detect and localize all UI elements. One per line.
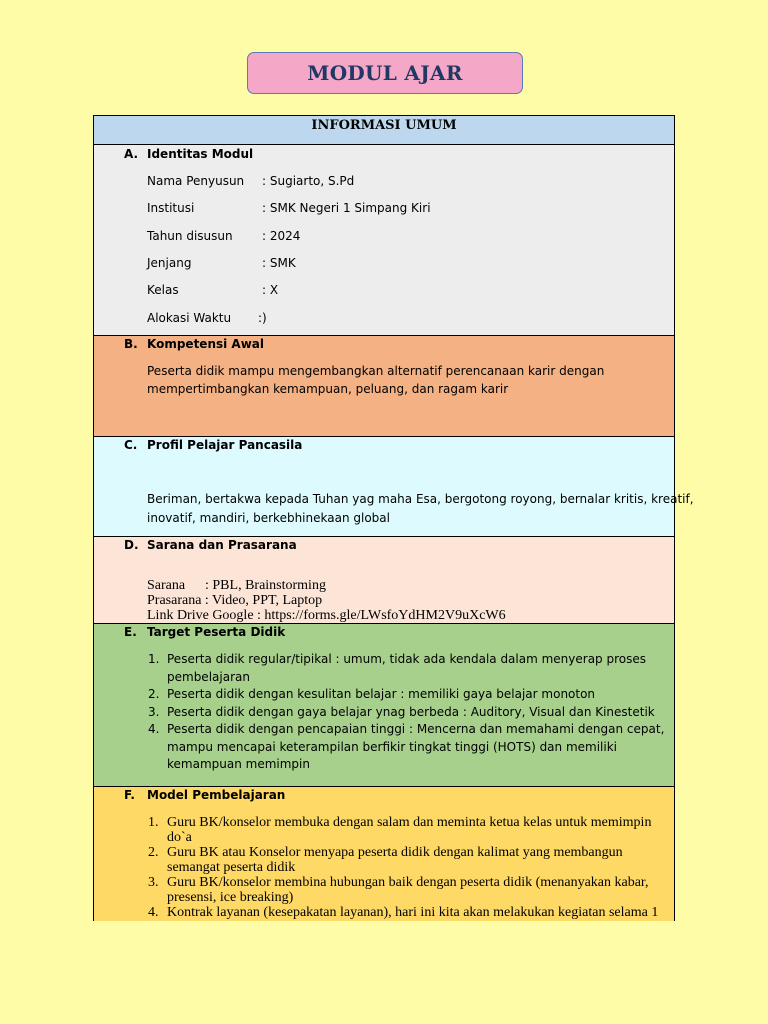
section-title: Profil Pelajar Pancasila bbox=[147, 438, 303, 452]
paragraph-line: Beriman, bertakwa kepada Tuhan yag maha Esa, bergotong royong, bernalar kritis, kreatif, bbox=[147, 492, 694, 506]
section-letter: F. bbox=[124, 788, 135, 802]
line-prasarana: Prasarana : Video, PPT, Laptop bbox=[147, 593, 323, 608]
item-number: 4. bbox=[148, 905, 159, 920]
section-identitas-modul bbox=[94, 145, 674, 336]
section-title: Kompetensi Awal bbox=[147, 337, 264, 351]
value-jenjang: : SMK bbox=[262, 256, 296, 270]
item-number: 3. bbox=[148, 875, 159, 890]
section-title: Sarana dan Prasarana bbox=[147, 538, 297, 552]
label-sarana: Sarana bbox=[147, 578, 186, 593]
module-title: MODUL AJAR bbox=[247, 52, 523, 94]
target-list bbox=[148, 651, 666, 774]
item-number: 4. bbox=[148, 722, 160, 736]
label-tahun-disusun: Tahun disusun bbox=[147, 229, 233, 243]
paragraph-line: mempertimbangkan kemampuan, peluang, dan ragam karir bbox=[147, 382, 509, 396]
section-target-peserta-didik bbox=[94, 624, 674, 787]
section-letter: B. bbox=[124, 337, 138, 351]
list-item bbox=[148, 686, 666, 704]
item-line: Peserta didik dengan pencapaian tinggi : Mencerna dan memahami dengan cepat, bbox=[167, 722, 665, 736]
item-line: do`a bbox=[167, 830, 192, 845]
label-institusi: Institusi bbox=[147, 201, 195, 215]
model-list bbox=[148, 815, 670, 920]
value-nama-penyusun: : Sugiarto, S.Pd bbox=[262, 174, 355, 188]
list-item bbox=[148, 815, 670, 845]
list-item bbox=[148, 704, 666, 722]
list-item bbox=[148, 875, 670, 905]
value-institusi: : SMK Negeri 1 Simpang Kiri bbox=[262, 201, 431, 215]
item-line: Peserta didik regular/tipikal : umum, tidak ada kendala dalam menyerap proses bbox=[167, 652, 646, 666]
list-item bbox=[148, 845, 670, 875]
section-title: Identitas Modul bbox=[147, 147, 254, 161]
table-header bbox=[94, 116, 674, 145]
value-tahun-disusun: : 2024 bbox=[262, 229, 301, 243]
line-link-drive: Link Drive Google : https://forms.gle/LWsfoYdHM2V9uXcW6 bbox=[147, 608, 506, 623]
value-kelas: : X bbox=[262, 283, 279, 297]
section-letter: E. bbox=[124, 625, 137, 639]
value-alokasi-waktu: :) bbox=[258, 311, 267, 325]
item-number: 3. bbox=[148, 704, 160, 719]
section-letter: C. bbox=[124, 438, 138, 452]
item-line: presensi, ice breaking) bbox=[167, 890, 294, 905]
list-item bbox=[148, 651, 666, 686]
section-sarana-prasarana bbox=[94, 537, 674, 624]
item-line: Peserta didik dengan kesulitan belajar : memiliki gaya belajar monoton bbox=[167, 687, 596, 701]
item-line: Kontrak layanan (kesepakatan layanan), hari ini kita akan melakukan kegiatan selama 1 bbox=[167, 905, 659, 920]
list-item bbox=[148, 721, 666, 774]
section-letter: A. bbox=[124, 147, 139, 161]
section-letter: D. bbox=[124, 538, 139, 552]
item-number: 2. bbox=[148, 687, 160, 701]
item-line: semangat peserta didik bbox=[167, 860, 296, 875]
label-nama-penyusun: Nama Penyusun bbox=[147, 174, 245, 188]
item-line: Guru BK/konselor membina hubungan baik dengan peserta didik (menanyakan kabar, bbox=[167, 875, 649, 890]
section-kompetensi-awal bbox=[94, 336, 674, 437]
general-info-table bbox=[93, 115, 694, 921]
item-line: mampu mencapai keterampilan berfikir tingkat tinggi (HOTS) dan memiliki bbox=[167, 739, 617, 754]
item-line: Guru BK atau Konselor menyapa peserta didik dengan kalimat yang membangun bbox=[167, 845, 623, 860]
section-title: Model Pembelajaran bbox=[147, 788, 286, 802]
section-title: Target Peserta Didik bbox=[147, 625, 286, 639]
item-number: 1. bbox=[148, 652, 160, 666]
paragraph-line: inovatif, mandiri, berkebhinekaan global bbox=[147, 511, 390, 525]
section-model-pembelajaran bbox=[94, 787, 674, 921]
table-header-text: INFORMASI UMUM bbox=[311, 118, 457, 133]
item-line: kemampuan memimpin bbox=[167, 757, 310, 771]
paragraph-line: Peserta didik mampu mengembangkan alternatif perencanaan karir dengan bbox=[147, 364, 605, 378]
label-jenjang: Jenjang bbox=[147, 256, 192, 270]
item-line: pembelajaran bbox=[167, 669, 250, 684]
label-kelas: Kelas bbox=[147, 283, 179, 297]
label-alokasi-waktu: Alokasi Waktu bbox=[147, 311, 232, 325]
list-item bbox=[148, 905, 670, 920]
item-line: Guru BK/konselor membuka dengan salam dan meminta ketua kelas untuk memimpin bbox=[167, 815, 652, 830]
value-sarana: : PBL, Brainstorming bbox=[205, 578, 326, 593]
item-number: 2. bbox=[148, 845, 159, 860]
section-profil-pelajar-pancasila bbox=[94, 437, 694, 537]
item-line: Peserta didik dengan gaya belajar ynag berbeda : Auditory, Visual dan Kinestetik bbox=[167, 704, 655, 719]
item-number: 1. bbox=[148, 815, 159, 830]
